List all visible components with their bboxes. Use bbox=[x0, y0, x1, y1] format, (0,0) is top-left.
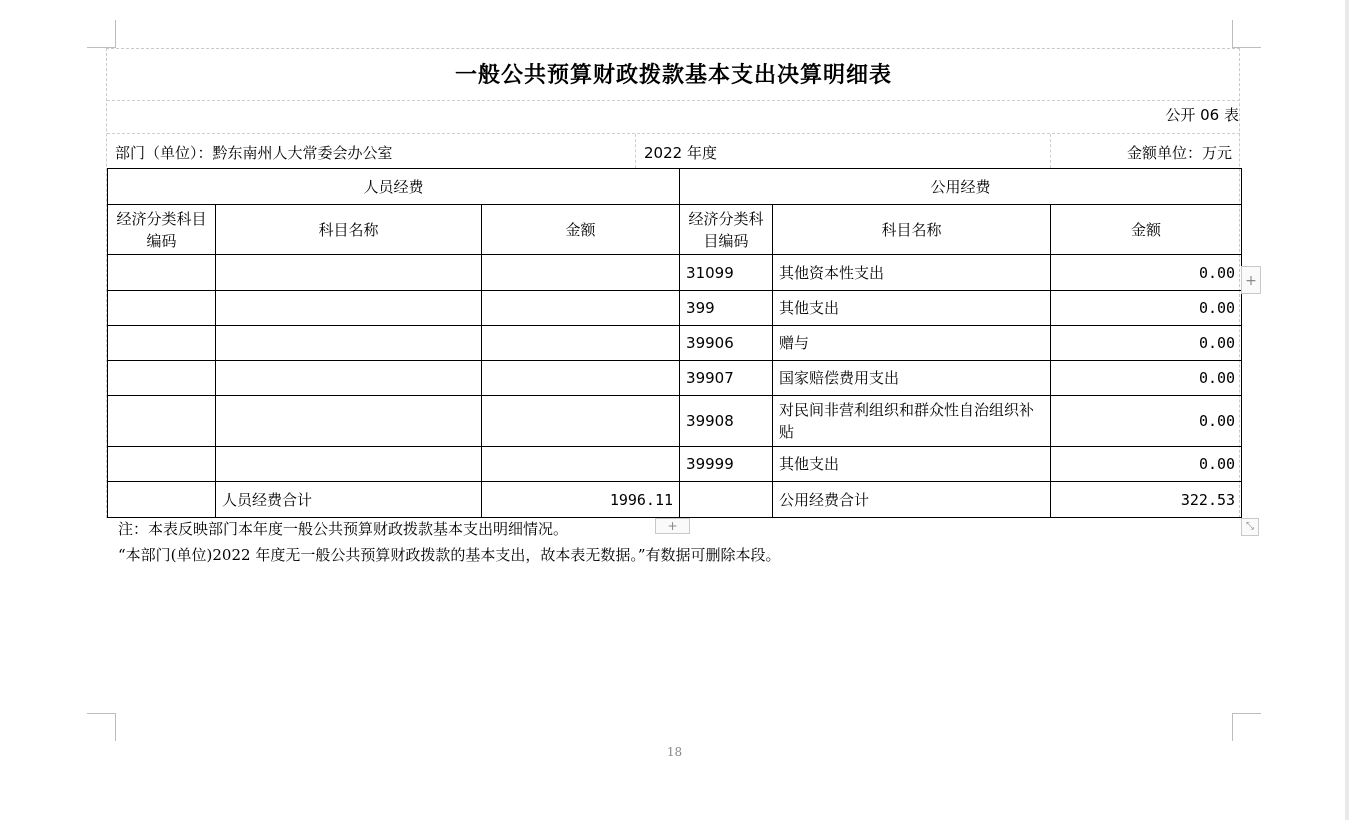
personnel-code-cell[interactable] bbox=[108, 291, 216, 326]
col-header-amount-public: 金额 bbox=[1051, 205, 1242, 255]
table-resize-icon[interactable]: ⤡ bbox=[1241, 518, 1259, 536]
crop-mark-bottom-left-h bbox=[87, 713, 116, 714]
public-amount-cell[interactable]: 0.00 bbox=[1051, 255, 1242, 291]
meta-separator bbox=[635, 134, 636, 168]
table-row bbox=[108, 326, 1242, 361]
add-column-button[interactable]: + bbox=[1241, 266, 1261, 294]
personnel-code-cell[interactable] bbox=[108, 447, 216, 482]
public-amount-cell[interactable]: 0.00 bbox=[1051, 396, 1242, 447]
scrollbar-track[interactable] bbox=[1345, 0, 1349, 820]
personnel-name-cell[interactable] bbox=[216, 291, 482, 326]
crop-mark-bottom-left-v bbox=[115, 713, 116, 741]
public-code-cell[interactable]: 39999 bbox=[680, 447, 773, 482]
col-header-code-public: 经济分类科目编码 bbox=[680, 205, 773, 255]
personnel-name-cell[interactable] bbox=[216, 396, 482, 447]
total-personnel-label[interactable]: 人员经费合计 bbox=[216, 482, 482, 518]
public-amount-cell[interactable]: 0.00 bbox=[1051, 326, 1242, 361]
public-name-cell[interactable]: 其他资本性支出 bbox=[773, 255, 1051, 291]
group-header-row bbox=[108, 169, 1242, 205]
crop-mark-bottom-right-h bbox=[1232, 713, 1261, 714]
col-header-amount: 金额 bbox=[482, 205, 680, 255]
personnel-amount-cell[interactable] bbox=[482, 447, 680, 482]
table-code-label: 公开 06 表 bbox=[1165, 106, 1239, 124]
expenditure-table bbox=[107, 168, 1242, 518]
personnel-amount-cell[interactable] bbox=[482, 291, 680, 326]
personnel-name-cell[interactable] bbox=[216, 447, 482, 482]
table-row bbox=[108, 396, 1242, 447]
row-divider bbox=[107, 100, 1240, 101]
col-header-name-public: 科目名称 bbox=[773, 205, 1051, 255]
personnel-code-cell[interactable] bbox=[108, 255, 216, 291]
public-code-cell[interactable]: 399 bbox=[680, 291, 773, 326]
group-personnel-header: 人员经费 bbox=[108, 169, 680, 205]
crop-mark-bottom-right-v bbox=[1232, 713, 1233, 741]
crop-mark-top-right-v bbox=[1232, 20, 1233, 48]
crop-mark-top-left-v bbox=[115, 20, 116, 48]
total-public-amount[interactable]: 322.53 bbox=[1051, 482, 1242, 518]
public-name-cell[interactable]: 对民间非营利组织和群众性自治组织补贴 bbox=[773, 396, 1051, 447]
personnel-amount-cell[interactable] bbox=[482, 255, 680, 291]
unit-label: 金额单位：万元 bbox=[1126, 144, 1232, 162]
table-row bbox=[108, 447, 1242, 482]
personnel-name-cell[interactable] bbox=[216, 255, 482, 291]
public-code-cell[interactable]: 39907 bbox=[680, 361, 773, 396]
total-personnel-code-cell[interactable] bbox=[108, 482, 216, 518]
col-header-name: 科目名称 bbox=[216, 205, 482, 255]
personnel-name-cell[interactable] bbox=[216, 326, 482, 361]
total-row bbox=[108, 482, 1242, 518]
personnel-amount-cell[interactable] bbox=[482, 326, 680, 361]
year-label: 2022 年度 bbox=[644, 144, 717, 162]
public-amount-cell[interactable]: 0.00 bbox=[1051, 291, 1242, 326]
table-note: 注：本表反映部门本年度一般公共预算财政拨款基本支出明细情况。 bbox=[118, 520, 569, 538]
personnel-code-cell[interactable] bbox=[108, 326, 216, 361]
no-data-note: “本部门(单位)2022 年度无一般公共预算财政拨款的基本支出，故本表无数据。”有数据可删除本段。 bbox=[118, 546, 781, 564]
public-name-cell[interactable]: 其他支出 bbox=[773, 447, 1051, 482]
total-personnel-amount[interactable]: 1996.11 bbox=[482, 482, 680, 518]
total-public-label[interactable]: 公用经费合计 bbox=[773, 482, 1051, 518]
table-row bbox=[108, 291, 1242, 326]
public-name-cell[interactable]: 其他支出 bbox=[773, 291, 1051, 326]
meta-row bbox=[107, 134, 1240, 168]
public-amount-cell[interactable]: 0.00 bbox=[1051, 447, 1242, 482]
group-public-header: 公用经费 bbox=[680, 169, 1242, 205]
meta-separator bbox=[1050, 134, 1051, 168]
page-number: 18 bbox=[666, 745, 683, 759]
department-label: 部门（单位）：黔东南州人大常委会办公室 bbox=[115, 144, 393, 162]
table-row bbox=[108, 361, 1242, 396]
column-header-row bbox=[108, 205, 1242, 255]
add-row-button[interactable]: + bbox=[655, 518, 690, 534]
personnel-amount-cell[interactable] bbox=[482, 396, 680, 447]
public-code-cell[interactable]: 39906 bbox=[680, 326, 773, 361]
personnel-amount-cell[interactable] bbox=[482, 361, 680, 396]
public-name-cell[interactable]: 赠与 bbox=[773, 326, 1051, 361]
public-amount-cell[interactable]: 0.00 bbox=[1051, 361, 1242, 396]
public-code-cell[interactable]: 39908 bbox=[680, 396, 773, 447]
col-header-code: 经济分类科目编码 bbox=[108, 205, 216, 255]
personnel-name-cell[interactable] bbox=[216, 361, 482, 396]
public-name-cell[interactable]: 国家赔偿费用支出 bbox=[773, 361, 1051, 396]
table-row bbox=[108, 255, 1242, 291]
personnel-code-cell[interactable] bbox=[108, 396, 216, 447]
personnel-code-cell[interactable] bbox=[108, 361, 216, 396]
total-public-code-cell[interactable] bbox=[680, 482, 773, 518]
public-code-cell[interactable]: 31099 bbox=[680, 255, 773, 291]
document-title: 一般公共预算财政拨款基本支出决算明细表 bbox=[454, 62, 892, 88]
